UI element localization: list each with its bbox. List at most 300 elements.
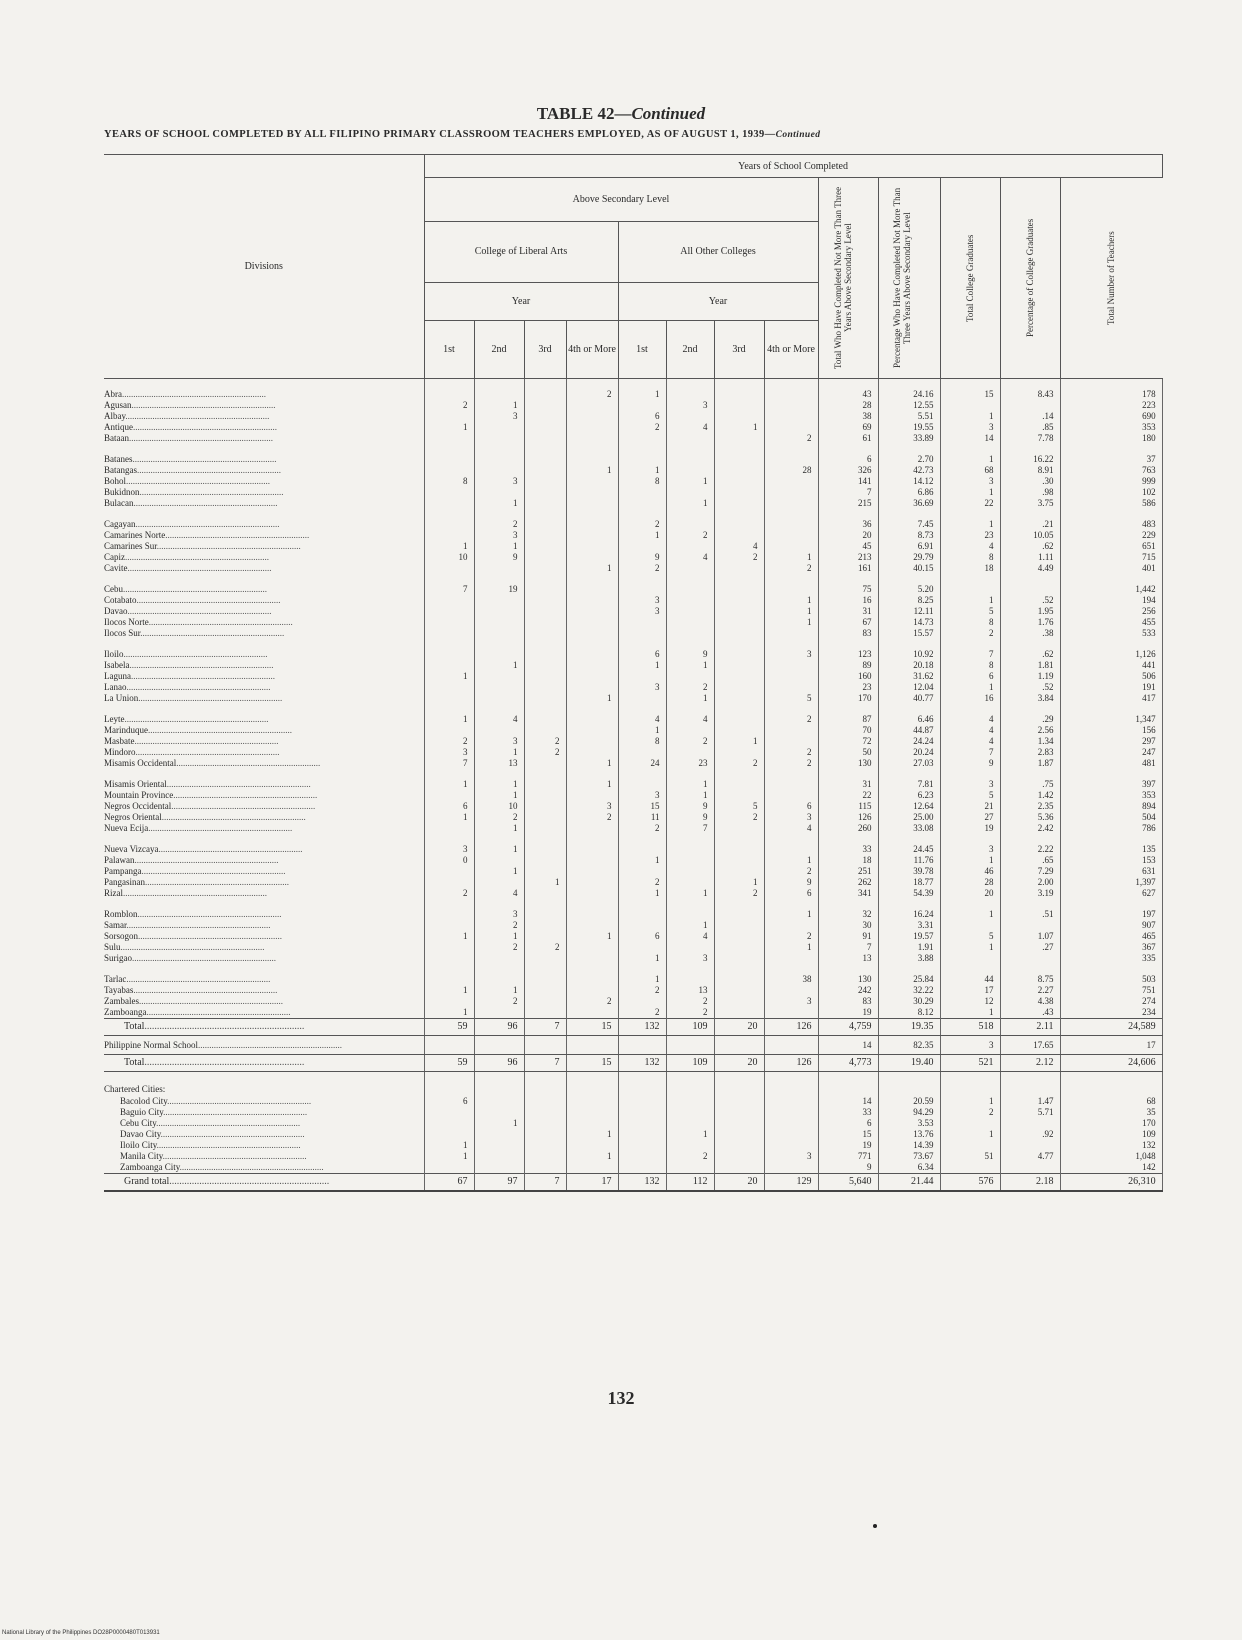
table-cell: 191 — [1060, 682, 1162, 693]
division-label: Mountain Province — [104, 790, 174, 800]
table-cell: 2 — [618, 509, 666, 530]
table-row — [104, 964, 1162, 985]
table-cell — [764, 444, 818, 465]
division-label: Lanao — [104, 682, 127, 692]
table-cell: 89 — [818, 660, 878, 671]
table-cell — [566, 574, 618, 595]
table-cell: 1 — [666, 790, 714, 801]
dot-leader: ................................................................ — [131, 671, 275, 681]
table-cell: 6 — [618, 931, 666, 942]
empty-cell — [618, 1072, 666, 1097]
division-name — [104, 1107, 424, 1118]
table-cell — [666, 509, 714, 530]
division-label: Pangasinan — [104, 877, 145, 887]
table-cell: 2 — [474, 509, 524, 530]
dot-leader: ................................................................ — [198, 1039, 342, 1050]
table-row — [104, 1140, 1162, 1151]
table-cell: 15 — [618, 801, 666, 812]
table-cell: 19 — [818, 1007, 878, 1019]
table-cell: 1 — [566, 465, 618, 476]
table-cell: 160 — [818, 671, 878, 682]
table-cell — [714, 628, 764, 639]
division-label: Baguio City — [120, 1107, 164, 1117]
dot-leader: ................................................................ — [132, 454, 277, 464]
table-cell: 627 — [1060, 888, 1162, 899]
table-cell — [566, 411, 618, 422]
table-cell: 94.29 — [878, 1107, 940, 1118]
division-name — [104, 563, 424, 574]
table-cell — [474, 1140, 524, 1151]
table-cell: 1 — [618, 964, 666, 985]
table-cell: 1.07 — [1000, 931, 1060, 942]
table-cell: 26,310 — [1060, 1174, 1162, 1192]
division-label: Davao — [104, 606, 128, 616]
year-header-other: Year — [618, 282, 818, 320]
table-cell: 651 — [1060, 541, 1162, 552]
table-cell: 40.15 — [878, 563, 940, 574]
table-cell — [940, 953, 1000, 964]
table-row — [104, 628, 1162, 639]
dot-leader: ................................................................ — [161, 812, 306, 822]
table-cell: 5.36 — [1000, 812, 1060, 823]
table-cell: 3 — [666, 953, 714, 964]
table-cell: 1 — [666, 888, 714, 899]
table-cell: 1,048 — [1060, 1151, 1162, 1162]
table-cell — [666, 487, 714, 498]
table-cell — [1000, 400, 1060, 411]
division-label: Tarlac — [104, 974, 127, 984]
table-cell: 786 — [1060, 823, 1162, 834]
table-cell: 10.92 — [878, 639, 940, 660]
dot-leader: ................................................................ — [167, 1096, 312, 1106]
table-cell: 3 — [474, 736, 524, 747]
table-cell — [524, 834, 566, 855]
table-cell: 3 — [618, 790, 666, 801]
table-cell: 6.23 — [878, 790, 940, 801]
table-cell: 42.73 — [878, 465, 940, 476]
dot-leader: ................................................................ — [120, 942, 265, 952]
table-cell: 18 — [940, 563, 1000, 574]
table-cell: 59 — [424, 1019, 474, 1036]
table-cell — [424, 639, 474, 660]
table-cell: 33 — [818, 1107, 878, 1118]
table-cell: 43 — [818, 379, 878, 401]
table-cell: 229 — [1060, 530, 1162, 541]
table-cell: 3 — [666, 400, 714, 411]
table-cell — [618, 834, 666, 855]
table-cell: 455 — [1060, 617, 1162, 628]
division-label: Sorsogon — [104, 931, 139, 941]
table-cell: 2 — [618, 422, 666, 433]
table-cell: 14.12 — [878, 476, 940, 487]
table-cell — [424, 1129, 474, 1140]
table-cell: 6 — [940, 671, 1000, 682]
table-cell: 8 — [940, 617, 1000, 628]
division-label: Sulu — [104, 942, 121, 952]
table-cell: 1 — [764, 552, 818, 563]
table-cell — [524, 552, 566, 563]
table-cell — [714, 563, 764, 574]
division-label: Masbate — [104, 736, 135, 746]
total-teachers-header — [1060, 178, 1162, 379]
table-cell: 14.73 — [878, 617, 940, 628]
table-cell: 7 — [666, 823, 714, 834]
table-cell — [714, 964, 764, 985]
table-cell — [566, 1162, 618, 1174]
table-cell: 353 — [1060, 790, 1162, 801]
table-cell: 1 — [424, 931, 474, 942]
table-cell: 20.59 — [878, 1096, 940, 1107]
table-cell — [714, 834, 764, 855]
table-cell — [618, 1162, 666, 1174]
table-cell: 197 — [1060, 899, 1162, 920]
table-cell: 3 — [566, 801, 618, 812]
table-cell: 83 — [818, 628, 878, 639]
table-cell: 2.70 — [878, 444, 940, 465]
table-cell — [764, 790, 818, 801]
table-cell — [764, 422, 818, 433]
pct-not-more-header — [878, 178, 940, 379]
table-cell: 72 — [818, 736, 878, 747]
table-cell — [666, 628, 714, 639]
division-label: Nueva Vizcaya — [104, 844, 159, 854]
table-cell — [424, 1118, 474, 1129]
table-cell — [618, 769, 666, 790]
table-cell — [474, 444, 524, 465]
table-cell — [424, 530, 474, 541]
table-cell: 3 — [618, 606, 666, 617]
table-cell: 2 — [764, 931, 818, 942]
table-cell: .30 — [1000, 476, 1060, 487]
table-cell: 1.11 — [1000, 552, 1060, 563]
table-cell — [714, 476, 764, 487]
table-cell — [764, 487, 818, 498]
table-cell: 8.12 — [878, 1007, 940, 1019]
table-row — [104, 487, 1162, 498]
table-cell: 335 — [1060, 953, 1162, 964]
table-cell: 5 — [714, 801, 764, 812]
division-label: Surigao — [104, 953, 132, 963]
division-name — [104, 1096, 424, 1107]
table-row — [104, 888, 1162, 899]
table-cell — [524, 931, 566, 942]
table-cell: 22 — [818, 790, 878, 801]
table-cell: 130 — [818, 964, 878, 985]
division-name — [104, 953, 424, 964]
table-cell — [424, 682, 474, 693]
division-name — [104, 1118, 424, 1129]
table-cell: 2 — [666, 1007, 714, 1019]
division-name — [104, 693, 424, 704]
dot-leader: ................................................................ — [148, 823, 293, 833]
table-row — [104, 823, 1162, 834]
dot-leader: ................................................................ — [132, 953, 276, 963]
dot-leader: ................................................................ — [127, 606, 272, 616]
table-cell: 2.27 — [1000, 985, 1060, 996]
table-cell — [666, 1107, 714, 1118]
table-cell — [714, 444, 764, 465]
table-cell: 2 — [474, 920, 524, 931]
table-cell — [424, 953, 474, 964]
table-cell — [524, 899, 566, 920]
table-cell: 21 — [940, 801, 1000, 812]
table-cell: 1 — [474, 747, 524, 758]
table-cell: 161 — [818, 563, 878, 574]
division-label: Capiz — [104, 552, 125, 562]
table-cell — [424, 628, 474, 639]
table-cell: 3 — [424, 834, 474, 855]
table-cell: 2.11 — [1000, 1019, 1060, 1036]
table-cell: 31.62 — [878, 671, 940, 682]
table-cell: 1.81 — [1000, 660, 1060, 671]
table-cell: 20 — [940, 888, 1000, 899]
table-cell: 25.84 — [878, 964, 940, 985]
table-cell: 1 — [666, 1129, 714, 1140]
table-cell — [524, 964, 566, 985]
table-cell — [618, 1036, 666, 1055]
table-row — [104, 1162, 1162, 1174]
table-cell: 24.24 — [878, 736, 940, 747]
table-cell: 29.79 — [878, 552, 940, 563]
dot-leader: ................................................................ — [162, 1151, 307, 1161]
table-cell — [474, 877, 524, 888]
table-cell — [940, 920, 1000, 931]
table-cell: 1.87 — [1000, 758, 1060, 769]
table-cell — [524, 563, 566, 574]
table-row — [104, 660, 1162, 671]
table-cell — [764, 660, 818, 671]
table-cell: 504 — [1060, 812, 1162, 823]
division-label: Grand total — [124, 1176, 170, 1187]
table-cell: 1 — [940, 1096, 1000, 1107]
table-cell: 68 — [940, 465, 1000, 476]
table-cell — [424, 1107, 474, 1118]
table-row — [104, 509, 1162, 530]
table-row — [104, 953, 1162, 964]
table-cell — [618, 1118, 666, 1129]
table-cell — [524, 433, 566, 444]
dot-leader: ................................................................ — [139, 487, 284, 497]
table-cell: 6 — [618, 639, 666, 660]
table-cell: 1 — [618, 379, 666, 401]
table-cell — [666, 411, 714, 422]
table-cell — [524, 487, 566, 498]
division-label: Zamboanga — [104, 1007, 147, 1017]
empty-cell — [566, 1072, 618, 1097]
table-cell: 46 — [940, 866, 1000, 877]
table-cell: 1 — [424, 1151, 474, 1162]
table-cell: 1 — [666, 476, 714, 487]
table-cell: 1 — [940, 855, 1000, 866]
table-cell: 28 — [818, 400, 878, 411]
dot-leader: ................................................................ — [138, 693, 283, 703]
table-cell: .29 — [1000, 704, 1060, 725]
table-cell: 23 — [666, 758, 714, 769]
table-cell: 6 — [424, 1096, 474, 1107]
division-name — [104, 379, 424, 401]
table-row — [104, 639, 1162, 660]
empty-cell — [940, 1072, 1000, 1097]
table-cell — [524, 595, 566, 606]
total-not-more-header — [818, 178, 878, 379]
table-cell — [714, 953, 764, 964]
division-name — [104, 422, 424, 433]
above-secondary-header: Above Secondary Level — [424, 178, 818, 222]
table-cell — [764, 574, 818, 595]
table-cell — [474, 953, 524, 964]
division-name — [104, 736, 424, 747]
table-cell — [714, 671, 764, 682]
table-cell — [666, 899, 714, 920]
table-cell: 4 — [666, 552, 714, 563]
table-cell: 33 — [818, 834, 878, 855]
table-cell: 2 — [714, 812, 764, 823]
table-cell: 130 — [818, 758, 878, 769]
dot-leader: ................................................................ — [134, 736, 279, 746]
table-cell — [566, 530, 618, 541]
table-cell: 1 — [474, 769, 524, 790]
empty-cell — [424, 1072, 474, 1097]
table-cell: 16 — [818, 595, 878, 606]
division-label: Albay — [104, 411, 126, 421]
table-cell — [666, 964, 714, 985]
table-cell: 153 — [1060, 855, 1162, 866]
dot-leader: ................................................................ — [156, 1140, 301, 1150]
division-label: Mindoro — [104, 747, 136, 757]
table-cell: 1 — [424, 541, 474, 552]
table-row — [104, 1174, 1162, 1192]
table-cell — [618, 1151, 666, 1162]
division-name — [104, 1019, 424, 1036]
liberal-arts-header: College of Liberal Arts — [424, 222, 618, 283]
chartered-heading: Chartered Cities: — [104, 1072, 424, 1097]
table-cell: 3 — [940, 1036, 1000, 1055]
table-cell — [764, 1007, 818, 1019]
table-row — [104, 877, 1162, 888]
table-cell: 751 — [1060, 985, 1162, 996]
table-cell — [714, 660, 764, 671]
table-cell: 15.57 — [878, 628, 940, 639]
table-cell: 1 — [714, 422, 764, 433]
table-row — [104, 595, 1162, 606]
table-cell — [524, 1096, 566, 1107]
table-cell: 247 — [1060, 747, 1162, 758]
table-cell: 6 — [618, 411, 666, 422]
table-cell — [424, 563, 474, 574]
table-cell: 1 — [940, 682, 1000, 693]
division-label: Bacolod City — [120, 1096, 168, 1106]
table-cell — [666, 574, 714, 595]
table-cell — [566, 660, 618, 671]
table-cell: 6.91 — [878, 541, 940, 552]
table-cell — [666, 444, 714, 465]
table-cell: 39.78 — [878, 866, 940, 877]
table-cell: 5.71 — [1000, 1107, 1060, 1118]
table-cell — [474, 422, 524, 433]
table-cell: 1,126 — [1060, 639, 1162, 660]
table-cell: 14.39 — [878, 1140, 940, 1151]
table-cell: 1 — [940, 595, 1000, 606]
table-cell — [666, 855, 714, 866]
table-cell — [474, 628, 524, 639]
table-cell: 6 — [818, 444, 878, 465]
division-label: Negros Occidental — [104, 801, 172, 811]
dot-leader: ................................................................ — [136, 595, 281, 605]
table-cell: 2 — [566, 996, 618, 1007]
total-grads-label: Total College Graduates — [965, 234, 975, 322]
table-cell — [566, 606, 618, 617]
table-cell: 2 — [618, 563, 666, 574]
table-cell: 1 — [940, 411, 1000, 422]
table-cell — [618, 487, 666, 498]
table-cell — [524, 379, 566, 401]
table-cell — [566, 433, 618, 444]
table-cell — [940, 1162, 1000, 1174]
table-cell: 1 — [474, 823, 524, 834]
table-cell: 6 — [424, 801, 474, 812]
division-name — [104, 888, 424, 899]
division-label: Batangas — [104, 465, 137, 475]
table-cell: 1 — [666, 498, 714, 509]
table-cell — [714, 931, 764, 942]
dot-leader: ................................................................ — [138, 931, 283, 941]
table-row — [104, 1118, 1162, 1129]
table-cell — [424, 996, 474, 1007]
table-cell — [618, 444, 666, 465]
table-cell: 1 — [566, 931, 618, 942]
table-cell — [566, 920, 618, 931]
table-cell: 1.91 — [878, 942, 940, 953]
table-cell: 1 — [764, 606, 818, 617]
table-cell: 2 — [764, 866, 818, 877]
table-cell — [764, 682, 818, 693]
table-cell: 1.34 — [1000, 736, 1060, 747]
table-cell: 9 — [940, 758, 1000, 769]
table-row — [104, 769, 1162, 790]
table-cell — [714, 942, 764, 953]
table-cell: 67 — [818, 617, 878, 628]
table-cell — [764, 530, 818, 541]
table-cell: 25.00 — [878, 812, 940, 823]
table-cell — [566, 823, 618, 834]
table-cell — [424, 899, 474, 920]
dot-leader: ................................................................ — [166, 779, 311, 789]
table-cell — [524, 801, 566, 812]
table-cell — [474, 617, 524, 628]
division-label: Isabela — [104, 660, 130, 670]
division-name — [104, 1055, 424, 1072]
table-cell: 503 — [1060, 964, 1162, 985]
table-cell: 521 — [940, 1055, 1000, 1072]
dot-leader: ................................................................ — [146, 1007, 291, 1017]
table-cell: 2 — [764, 433, 818, 444]
table-cell — [474, 1096, 524, 1107]
table-cell: 12.64 — [878, 801, 940, 812]
table-cell — [618, 1096, 666, 1107]
table-cell: 15 — [566, 1055, 618, 1072]
table-cell — [714, 1162, 764, 1174]
table-cell: 1 — [714, 877, 764, 888]
table-cell: 69 — [818, 422, 878, 433]
table-cell: 2 — [424, 736, 474, 747]
table-cell — [566, 899, 618, 920]
division-label: Total — [124, 1057, 145, 1068]
table-cell: 17.65 — [1000, 1036, 1060, 1055]
table-cell: 91 — [818, 931, 878, 942]
table-cell — [524, 530, 566, 541]
table-cell: 2.35 — [1000, 801, 1060, 812]
division-name — [104, 1174, 424, 1192]
